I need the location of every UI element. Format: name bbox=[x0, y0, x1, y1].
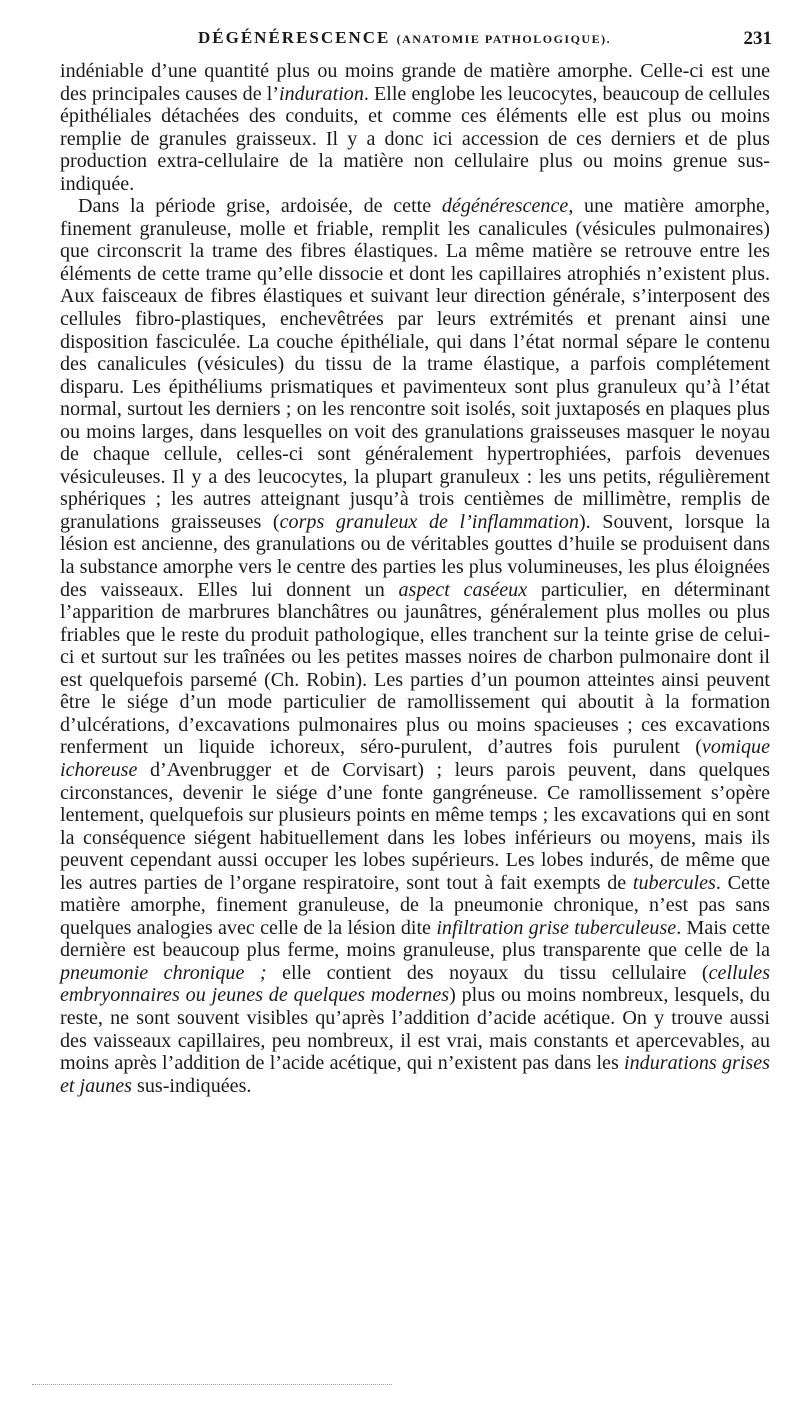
running-head bbox=[198, 28, 611, 48]
running-head-title: DÉGÉNÉRESCENCE bbox=[198, 28, 391, 47]
page-number: 231 bbox=[743, 28, 772, 49]
footer-scan-mark bbox=[32, 1384, 392, 1385]
page-header bbox=[60, 28, 772, 58]
running-head-subtitle: (ANATOMIE PATHOLOGIQUE). bbox=[396, 32, 612, 46]
paragraph-grey-period: Dans la période grise, ardoisée, de cette dégénérescence, une matière amorphe, finement granuleuse, molle et friable, remplit les canalicules (vésicules pulmonaires) que circonscrit la trame des fibres élastiques. La même matière se retrouve entre les éléments de cette trame qu’elle dissocie et dont les capillaires atrophiés n’existent plus. Aux faisceaux de fibres élastiques et suivant leur direction générale, s’interposent des cellules fibro-plastiques, enchevêtrées par leurs extrémités et prenant ainsi une disposition fasciculée. La couche épithéliale, qui dans l’état normal sépare le contenu des canalicules (vésicules) du tissu de la trame élastique, a parfois complétement disparu. Les épithéliums prismatiques et pavimenteux sont plus granuleux qu’à l’état normal, surtout les derniers ; on les rencontre soit isolés, soit juxtaposés en plaques plus ou moins larges, dans lesquelles on voit des granulations graisseuses masquer le noyau de chaque cellule, celles-ci sont généralement hypertrophiées, parfois devenues vésiculeuses. Il y a des leucocytes, la plupart granuleux : les uns petits, régulièrement sphériques ; les autres atteignant jusqu’à trois centièmes de millimètre, remplis de granulations graisseuses (corps granuleux de l’inflammation). Souvent, lorsque la lésion est ancienne, des granulations ou de véritables gouttes d’huile se produisent dans la substance amorphe vers le centre des parties les plus volumineuses, les plus éloignées des vaisseaux. Elles lui donnent un aspect caséeux particulier, en déterminant l’apparition de marbrures blanchâtres ou jaunâtres, généralement plus molles ou plus friables que le reste du produit pathologique, elles tranchent sur la teinte grise de celui-ci et surtout sur les traînées ou les petites masses noires de charbon pulmonaire dont il est quelquefois parsemé (Ch. Robin). Les parties d’un poumon atteintes ainsi peuvent être le siége d’un mode particulier de ramollissement qui aboutit à la formation d’ulcérations, d’excavations pulmonaires plus ou moins spacieuses ; ces excavations renferment un liquide ichoreux, séro-purulent, d’autres fois purulent (vomique ichoreuse d’Avenbrugger et de Corvisart) ; leurs parois peuvent, dans quelques circonstances, devenir le siége d’une fonte gangréneuse. Ce ramollissement s’opère lentement, quelquefois sur plusieurs points en même temps ; les excavations qui en sont la conséquence siégent habituellement dans les lobes inférieurs ou moyens, mais ils peuvent cependant aussi occuper les lobes supérieurs. Les lobes indurés, de même que les autres parties de l’organe respiratoire, sont tout à fait exempts de tubercules. Cette matière amorphe, finement granuleuse, de la pneumonie chronique, n’est pas sans quelques analogies avec celle de la lésion dite infiltration grise tuberculeuse. Mais cette dernière est beaucoup plus ferme, moins granuleuse, plus transparente que celle de la pneumonie chronique ; elle contient des noyaux du tissu cellulaire (cellules embryonnaires ou jeunes de quelques modernes) plus ou moins nombreux, lesquels, du reste, ne sont souvent visibles qu’après l’addition d’acide acétique. On y trouve aussi des vaisseaux capillaires, peu nombreux, il est vrai, mais constants et apercevables, au moins après l’addition de l’acide acétique, qui n’existent pas dans les indurations grises et jaunes sus-indiquées. bbox=[60, 195, 771, 1097]
paragraph-continuation: indéniable d’une quantité plus ou moins grande de matière amorphe. Celle-ci est une des principales causes de l’induration. Elle englobe les leucocytes, beaucoup de cellules épithéliales détachées des conduits, et comme ces éléments elle est plus ou moins remplie de granules graisseux. Il y a donc ici accession de ces derniers et de plus production extra-cellulaire de la matière non cellulaire plus ou moins grenue sus-indiquée. bbox=[60, 60, 771, 195]
body-text bbox=[60, 60, 770, 1097]
